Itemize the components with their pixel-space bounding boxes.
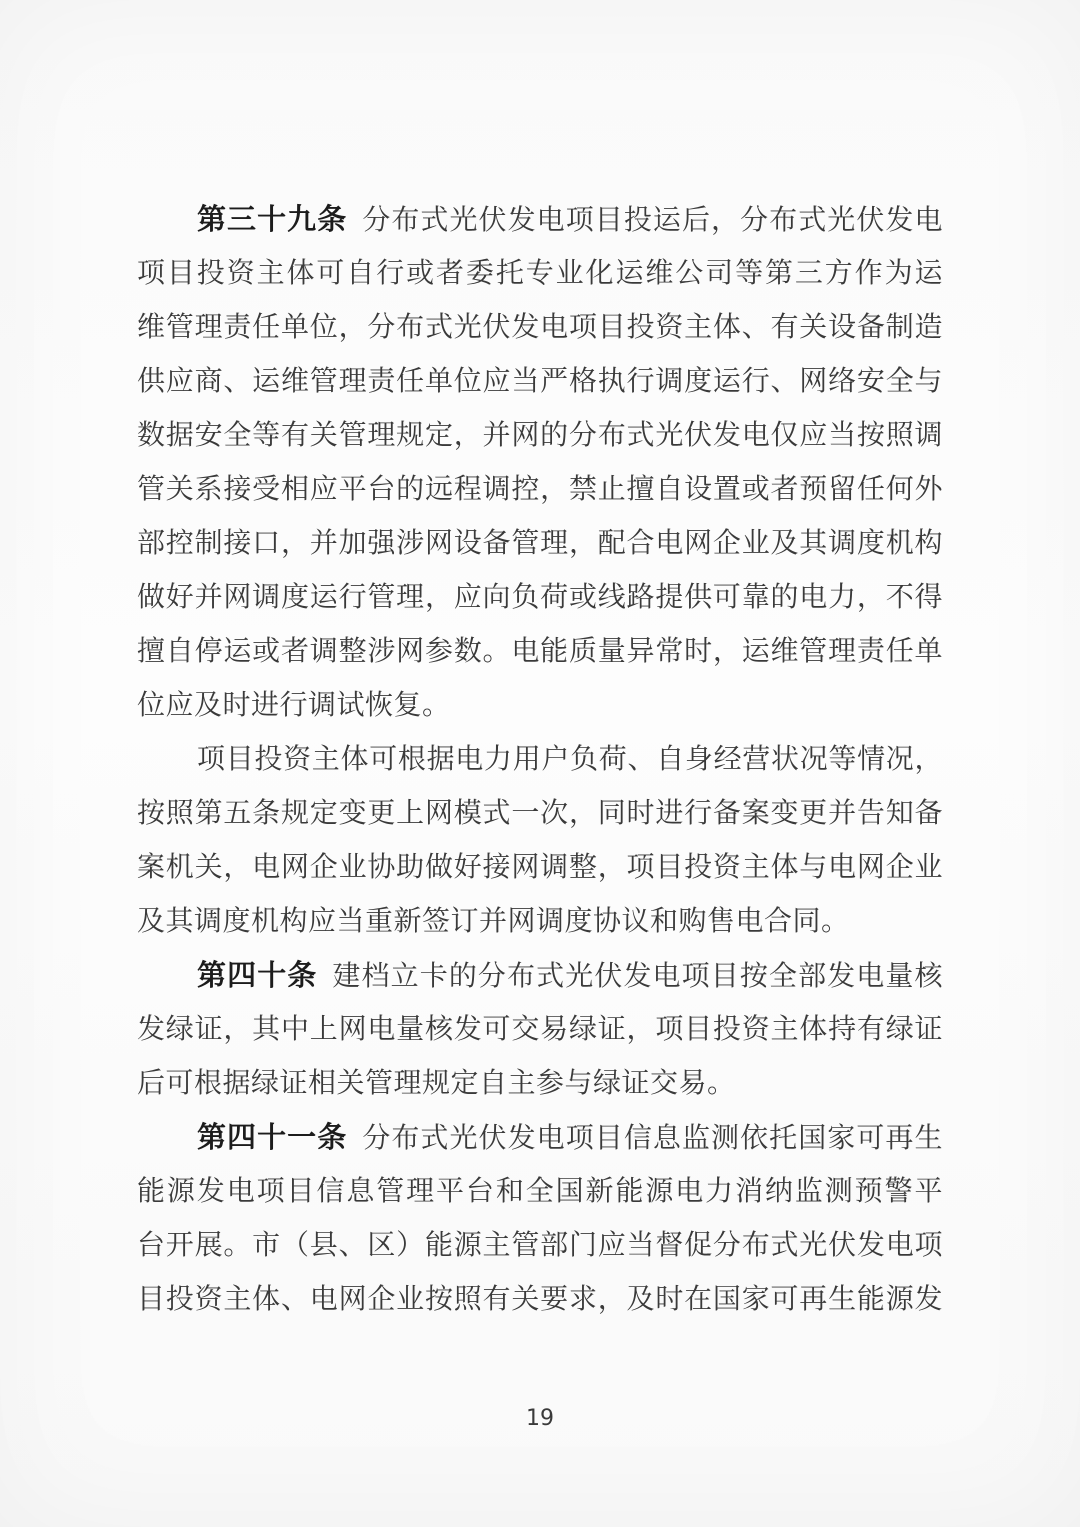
line-text: 目投资主体、电网企业按照有关要求，及时在国家可再生能源发: [137, 1284, 943, 1315]
text-line: [137, 1219, 943, 1273]
text-line: [137, 1111, 943, 1165]
line-text: 案机关，电网企业协助做好接网调整，项目投资主体与电网企业: [137, 852, 943, 883]
document-body: [137, 193, 943, 1327]
text-line: [137, 1273, 943, 1327]
line-text: 数据安全等有关管理规定，并网的分布式光伏发电仅应当按照调: [137, 420, 943, 451]
line-text: 擅自停运或者调整涉网参数。电能质量异常时，运维管理责任单: [137, 636, 943, 667]
text-line: [137, 301, 943, 355]
article-number: 第四十一条: [197, 1122, 348, 1154]
article-number: 第四十条: [197, 960, 318, 992]
line-text: 后可根据绿证相关管理规定自主参与绿证交易。: [137, 1068, 736, 1099]
line-text: 发绿证，其中上网电量核发可交易绿证，项目投资主体持有绿证: [137, 1014, 943, 1045]
line-text: 及其调度机构应当重新签订并网调度协议和购售电合同。: [137, 906, 850, 937]
text-line: [137, 409, 943, 463]
line-text: 台开展。市（县、区）能源主管部门应当督促分布式光伏发电项: [137, 1230, 943, 1261]
line-text: 维管理责任单位，分布式光伏发电项目投资主体、有关设备制造: [137, 312, 943, 343]
line-text: 能源发电项目信息管理平台和全国新能源电力消纳监测预警平: [137, 1176, 943, 1207]
line-text: 分布式光伏发电项目信息监测依托国家可再生: [362, 1123, 943, 1154]
text-line: [137, 463, 943, 517]
line-text: 项目投资主体可自行或者委托专业化运维公司等第三方作为运: [137, 258, 943, 289]
article-number: 第三十九条: [197, 204, 348, 236]
line-text: 分布式光伏发电项目投运后，分布式光伏发电: [362, 205, 943, 236]
line-text: 按照第五条规定变更上网模式一次，同时进行备案变更并告知备: [137, 798, 943, 829]
line-text: 管关系接受相应平台的远程调控，禁止擅自设置或者预留任何外: [137, 474, 943, 505]
text-line: [137, 625, 943, 679]
line-text: 项目投资主体可根据电力用户负荷、自身经营状况等情况，: [197, 744, 943, 775]
text-line: [137, 247, 943, 301]
line-text: 建档立卡的分布式光伏发电项目按全部发电量核: [332, 961, 943, 992]
line-text: 位应及时进行调试恢复。: [137, 690, 451, 721]
text-line: [137, 1003, 943, 1057]
text-line: [137, 355, 943, 409]
text-line: [137, 679, 943, 733]
text-line: [137, 895, 943, 949]
line-text: 部控制接口，并加强涉网设备管理，配合电网企业及其调度机构: [137, 528, 943, 559]
text-line: [137, 733, 943, 787]
line-text: 做好并网调度运行管理，应向负荷或线路提供可靠的电力，不得: [137, 582, 943, 613]
text-line: [137, 517, 943, 571]
text-line: [137, 193, 943, 247]
text-line: [137, 1165, 943, 1219]
text-line: [137, 571, 943, 625]
text-line: [137, 949, 943, 1003]
text-line: [137, 787, 943, 841]
text-line: [137, 841, 943, 895]
page-number: 19: [526, 1406, 554, 1431]
line-text: 供应商、运维管理责任单位应当严格执行调度运行、网络安全与: [137, 366, 943, 397]
text-line: [137, 1057, 943, 1111]
